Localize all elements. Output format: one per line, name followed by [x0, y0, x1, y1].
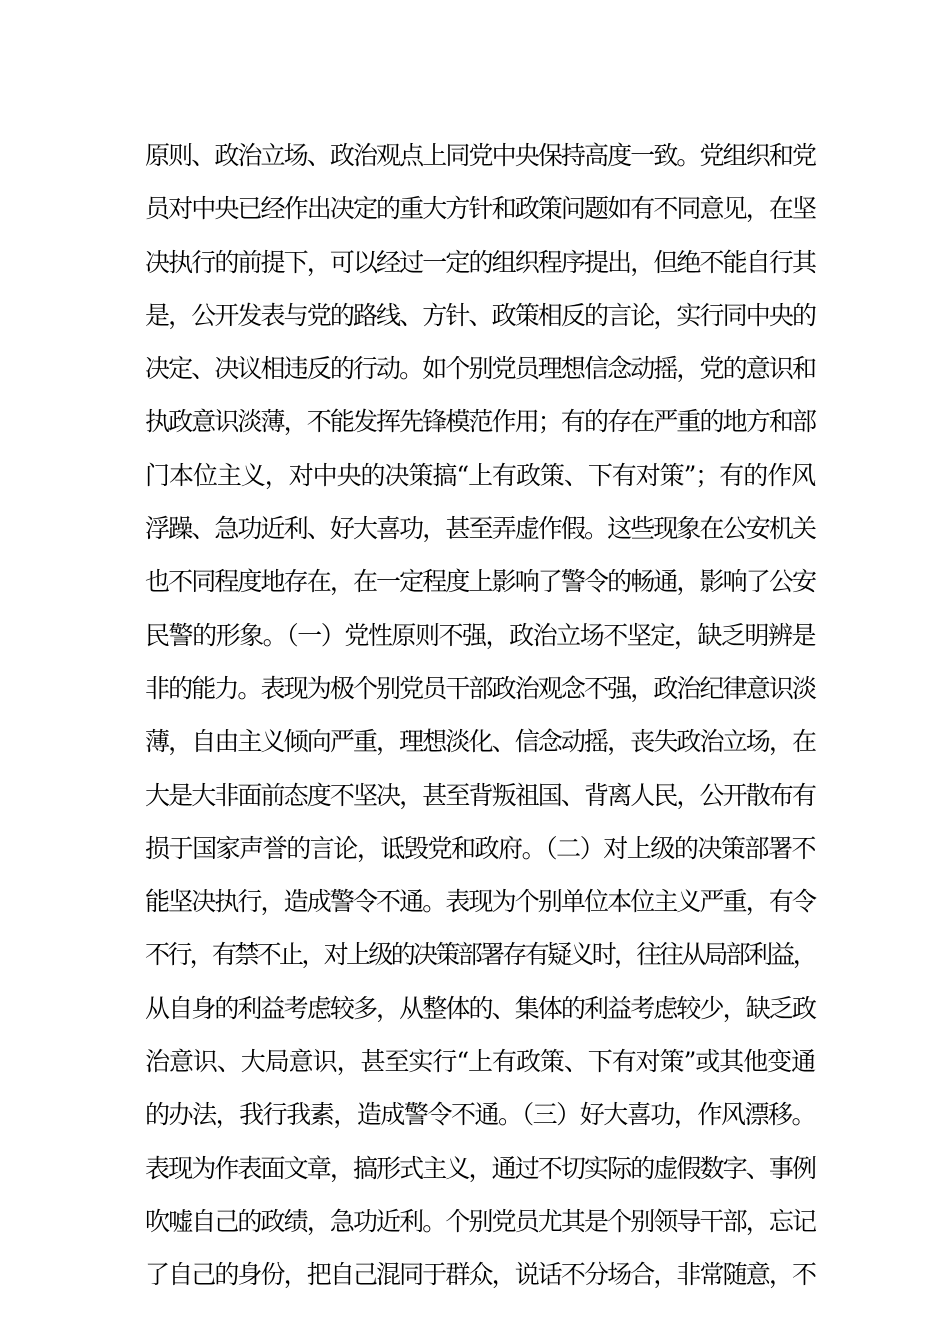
text-line: 能坚决执行，造成警令不通。表现为个别单位本位主义严重，有令	[145, 887, 815, 917]
text-line: 门本位主义，对中央的决策搞“上有政策、下有对策”；有的作风	[145, 460, 815, 490]
text-line: 不行，有禁不止，对上级的决策部署存有疑义时，往往从局部利益，	[145, 940, 815, 970]
text-line: 决定、决议相违反的行动。如个别党员理想信念动摇，党的意识和	[145, 354, 815, 384]
text-line: 浮躁、急功近利、好大喜功，甚至弄虚作假。这些现象在公安机关	[145, 514, 815, 544]
body-text	[145, 129, 815, 1302]
text-line: 大是大非面前态度不坚决，甚至背叛祖国、背离人民，公开散布有	[145, 780, 815, 810]
text-line: 薄，自由主义倾向严重，理想淡化、信念动摇，丧失政治立场，在	[145, 727, 815, 757]
text-line: 从自身的利益考虑较多，从整体的、集体的利益考虑较少，缺乏政	[145, 993, 815, 1023]
text-line: 决执行的前提下，可以经过一定的组织程序提出，但绝不能自行其	[145, 247, 815, 277]
text-line: 的办法，我行我素，造成警令不通。（三）好大喜功，作风漂移。	[145, 1100, 815, 1130]
text-line: 非的能力。表现为极个别党员干部政治观念不强，政治纪律意识淡	[145, 673, 815, 703]
text-line: 表现为作表面文章，搞形式主义，通过不切实际的虚假数字、事例	[145, 1153, 815, 1183]
text-line: 治意识、大局意识，甚至实行“上有政策、下有对策”或其他变通	[145, 1047, 815, 1077]
text-line: 了自己的身份，把自己混同于群众，说话不分场合，非常随意，不	[145, 1260, 815, 1290]
text-line: 是，公开发表与党的路线、方针、政策相反的言论，实行同中央的	[145, 300, 815, 330]
text-line: 损于国家声誉的言论，诋毁党和政府。（二）对上级的决策部署不	[145, 833, 815, 863]
text-line: 民警的形象。（一）党性原则不强，政治立场不坚定，缺乏明辨是	[145, 620, 815, 650]
text-line: 执政意识淡薄，不能发挥先锋模范作用；有的存在严重的地方和部	[145, 407, 815, 437]
text-line: 原则、政治立场、政治观点上同党中央保持高度一致。党组织和党	[145, 141, 815, 170]
text-line: 也不同程度地存在，在一定程度上影响了警令的畅通，影响了公安	[145, 567, 815, 597]
text-line: 员对中央已经作出决定的重大方针和政策问题如有不同意见，在坚	[145, 194, 815, 224]
text-line: 吹嘘自己的政绩，急功近利。个别党员尤其是个别领导干部，忘记	[145, 1206, 815, 1236]
